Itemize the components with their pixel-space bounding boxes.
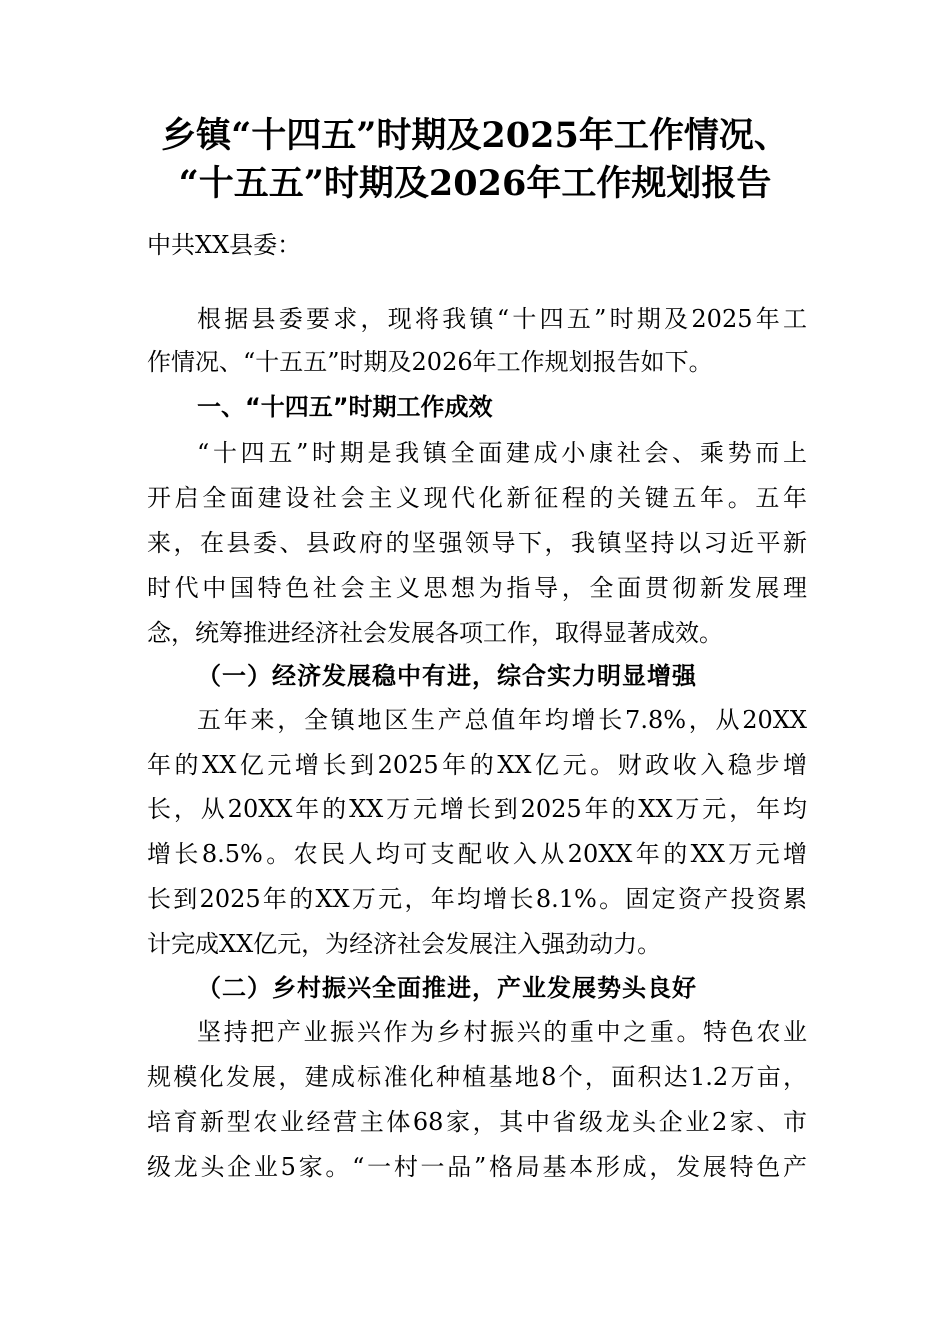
paragraph-line: 级龙头企业5家。“一村一品”格局基本形成，发展特色产 [147,1153,807,1181]
paragraph-line: 念，统筹推进经济社会发展各项工作，取得显著成效。 [147,619,723,647]
document-title-line-1: 乡镇“十四五”时期及2025年工作情况、 [161,115,789,156]
document-title-line-2: “十五五”时期及2026年工作规划报告 [178,163,772,204]
section-heading-1: 一、“十四五”时期工作成效 [197,393,493,421]
intro-line: 根据县委要求，现将我镇“十四五”时期及2025年工 [197,305,807,333]
intro-line: 作情况、“十五五”时期及2026年工作规划报告如下。 [147,348,713,376]
paragraph-line: 长到2025年的XX万元，年均增长8.1%。固定资产投资累 [147,885,807,913]
paragraph-line: 五年来，全镇地区生产总值年均增长7.8%，从20XX [197,706,807,734]
paragraph-line: “十四五”时期是我镇全面建成小康社会、乘势而上 [197,439,807,467]
paragraph-line: 来，在县委、县政府的坚强领导下，我镇坚持以习近平新 [147,529,807,557]
salutation: 中共XX县委： [147,231,302,259]
subsection-heading-2: （二）乡村振兴全面推进，产业发展势头良好 [197,973,697,1002]
paragraph-line: 计完成XX亿元，为经济社会发展注入强劲动力。 [147,930,662,958]
paragraph-line: 年的XX亿元增长到2025年的XX亿元。财政收入稳步增 [147,751,807,779]
paragraph-line: 坚持把产业振兴作为乡村振兴的重中之重。特色农业 [197,1018,807,1046]
paragraph-line: 长，从20XX年的XX万元增长到2025年的XX万元，年均 [147,795,807,823]
paragraph-line: 培育新型农业经营主体68家，其中省级龙头企业2家、市 [147,1108,807,1136]
paragraph-line: 开启全面建设社会主义现代化新征程的关键五年。五年 [147,484,807,512]
paragraph-line: 增长8.5%。农民人均可支配收入从20XX年的XX万元增 [147,840,807,868]
paragraph-line: 规模化发展，建成标准化种植基地8个，面积达1.2万亩， [147,1063,807,1091]
subsection-heading-1: （一）经济发展稳中有进，综合实力明显增强 [197,661,697,690]
paragraph-line: 时代中国特色社会主义思想为指导，全面贯彻新发展理 [147,574,807,602]
